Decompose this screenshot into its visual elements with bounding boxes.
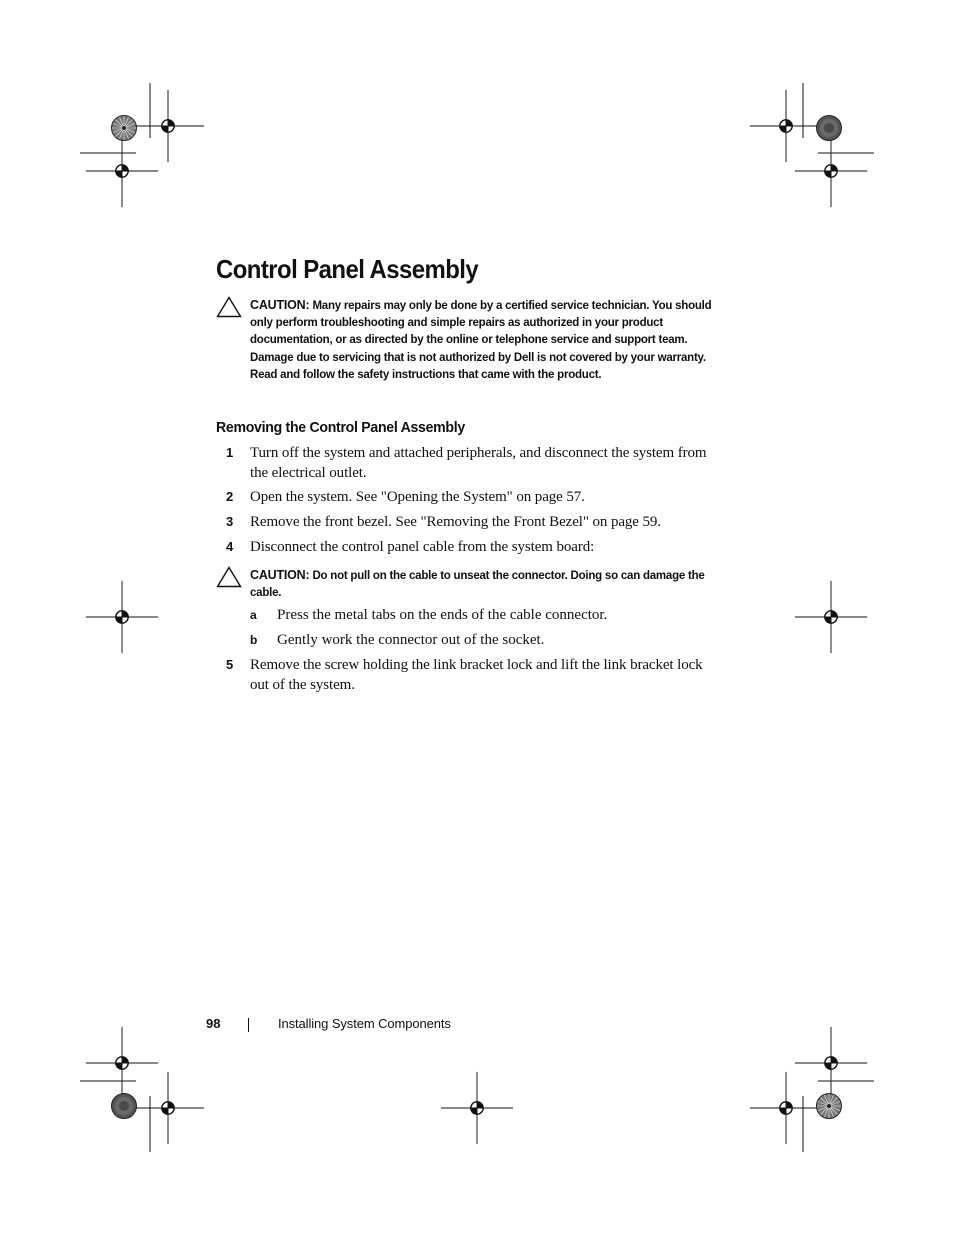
footer-chapter: Installing System Components bbox=[278, 1016, 451, 1031]
caution-notice bbox=[216, 566, 736, 601]
caution-triangle-icon bbox=[216, 296, 242, 318]
step-number: 5 bbox=[226, 657, 234, 672]
substep-item bbox=[250, 606, 720, 626]
printer-color-wheel-icon bbox=[112, 116, 137, 141]
caution-text bbox=[250, 296, 730, 383]
page-title: Control Panel Assembly bbox=[216, 254, 479, 284]
printer-color-wheel-icon bbox=[817, 1094, 842, 1119]
caution-label: CAUTION: bbox=[250, 567, 310, 582]
substep-text: Press the metal tabs on the ends of the cable connector. bbox=[277, 607, 608, 623]
printer-color-wheel-icon bbox=[817, 116, 842, 141]
caution-triangle-icon bbox=[216, 566, 242, 588]
registration-mark-icon bbox=[80, 83, 204, 207]
substep-text: Gently work the connector out of the socket. bbox=[277, 632, 545, 648]
step-number: 1 bbox=[226, 445, 234, 460]
step-item bbox=[226, 444, 716, 483]
footer-divider bbox=[248, 1018, 249, 1032]
step-number: 4 bbox=[226, 539, 234, 554]
registration-mark-icon bbox=[441, 1072, 513, 1144]
registration-mark-icon bbox=[86, 581, 158, 653]
registration-mark-icon bbox=[795, 581, 867, 653]
caution-body: Many repairs may only be done by a certified service technician. You should only perform troubleshooting and simple repairs as authorized in your product documentation, or as directed by the online or telephone service and support team. Damage due to servicing that is not authorized by Dell is not covered by your warranty. Read and follow the safety instructions that came with the product. bbox=[250, 298, 712, 381]
step-text: Remove the screw holding the link bracket lock and lift the link bracket lock out of the system. bbox=[250, 657, 703, 693]
caution-body: Do not pull on the cable to unseat the connector. Doing so can damage the cable. bbox=[250, 568, 705, 600]
substep-letter: b bbox=[250, 633, 258, 647]
registration-mark-icon bbox=[750, 83, 874, 207]
substep-letter: a bbox=[250, 608, 257, 622]
step-text: Disconnect the control panel cable from the system board: bbox=[250, 539, 595, 555]
page-number: 98 bbox=[206, 1016, 221, 1031]
printer-color-wheel-icon bbox=[112, 1094, 137, 1119]
caution-text bbox=[250, 566, 730, 601]
step-text: Remove the front bezel. See "Removing the Front Bezel" on page 59. bbox=[250, 514, 661, 530]
step-text: Turn off the system and attached peripherals, and disconnect the system from the electrical outlet. bbox=[250, 445, 707, 481]
step-text: Open the system. See "Opening the System" on page 57. bbox=[250, 489, 585, 505]
caution-label: CAUTION: bbox=[250, 297, 310, 312]
section-heading: Removing the Control Panel Assembly bbox=[216, 419, 465, 436]
registration-mark-icon bbox=[80, 1027, 204, 1152]
substep-item bbox=[250, 631, 720, 651]
step-number: 3 bbox=[226, 514, 234, 529]
step-number: 2 bbox=[226, 489, 234, 504]
caution-notice bbox=[216, 296, 736, 383]
step-item bbox=[226, 656, 716, 695]
step-item bbox=[226, 538, 716, 558]
step-item bbox=[226, 513, 716, 533]
registration-mark-icon bbox=[750, 1027, 874, 1152]
step-item bbox=[226, 488, 716, 508]
